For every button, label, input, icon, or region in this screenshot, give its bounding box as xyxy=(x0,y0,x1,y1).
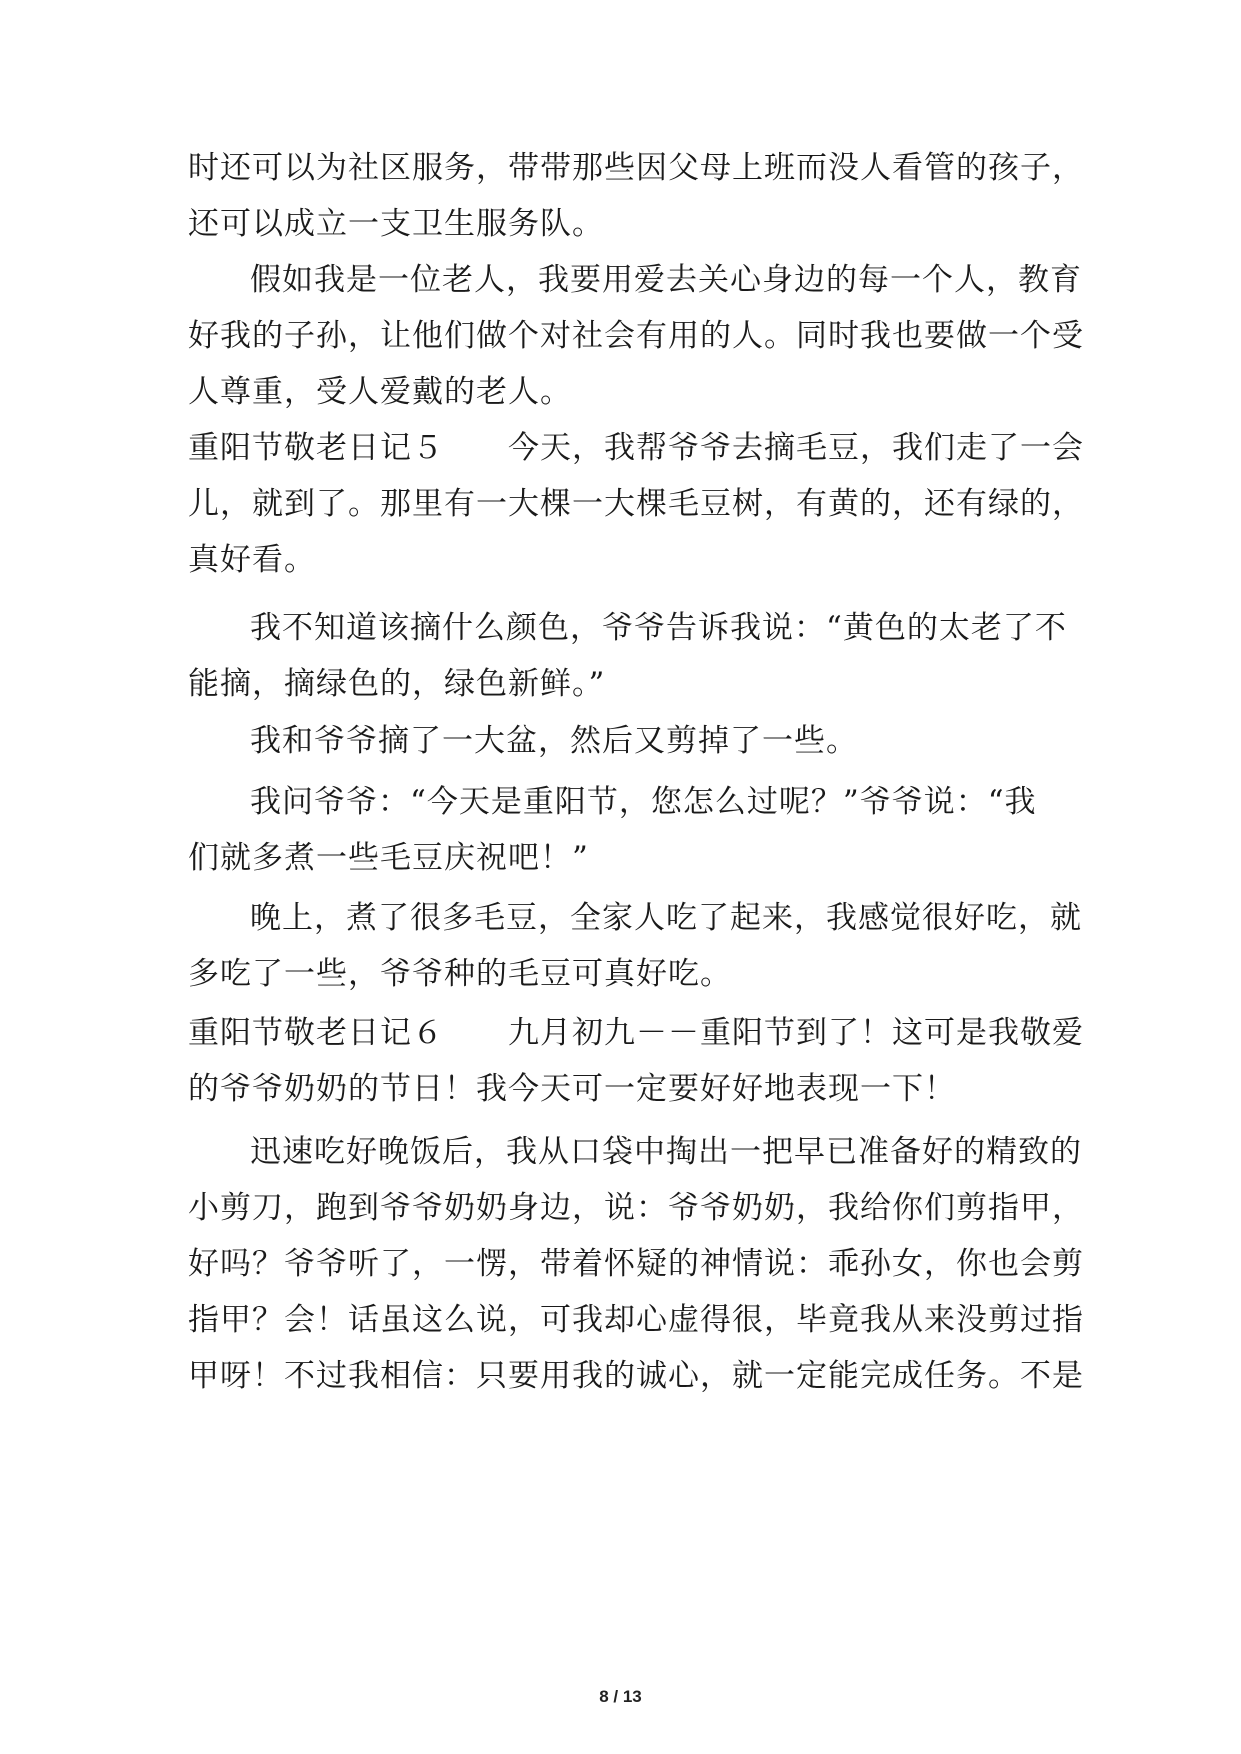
text-line: 能摘，摘绿色的，绿色新鲜。” xyxy=(188,666,606,702)
text-line: 儿，就到了。那里有一大棵一大棵毛豆树，有黄的，还有绿的， xyxy=(188,486,1084,522)
paragraph-first-line: 迅速吃好晚饭后，我从口袋中掏出一把早已准备好的精致的 xyxy=(250,1134,1082,1170)
text-line: 还可以成立一支卫生服务队。 xyxy=(188,206,604,242)
text-line: 人尊重，受人爱戴的老人。 xyxy=(188,374,572,410)
page-number: 8 / 13 xyxy=(599,1687,642,1706)
paragraph-first-line: 我不知道该摘什么颜色，爷爷告诉我说：“黄色的太老了不 xyxy=(250,610,1067,646)
diary-heading-line: 重阳节敬老日记６ 九月初九－－重阳节到了！这可是我敬爱 xyxy=(188,1015,1084,1051)
text-line: 的爷爷奶奶的节日！我今天可一定要好好地表现一下！ xyxy=(188,1071,956,1107)
text-line: 时还可以为社区服务，带带那些因父母上班而没人看管的孩子， xyxy=(188,150,1084,186)
paragraph-first-line: 假如我是一位老人，我要用爱去关心身边的每一个人，教育 xyxy=(250,262,1082,298)
text-line: 小剪刀，跑到爷爷奶奶身边，说：爷爷奶奶，我给你们剪指甲， xyxy=(188,1190,1084,1226)
paragraph-first-line: 晚上，煮了很多毛豆，全家人吃了起来，我感觉很好吃，就 xyxy=(250,900,1082,936)
text-line: 好吗？爷爷听了，一愣，带着怀疑的神情说：乖孙女，你也会剪 xyxy=(188,1246,1084,1282)
text-line: 真好看。 xyxy=(188,542,316,578)
text-line: 们就多煮一些毛豆庆祝吧！” xyxy=(188,840,589,876)
text-line: 多吃了一些，爷爷种的毛豆可真好吃。 xyxy=(188,956,732,992)
text-line: 好我的子孙，让他们做个对社会有用的人。同时我也要做一个受 xyxy=(188,318,1084,354)
text-line: 指甲？会！话虽这么说，可我却心虚得很，毕竟我从来没剪过指 xyxy=(188,1302,1084,1338)
paragraph-first-line: 我和爷爷摘了一大盆，然后又剪掉了一些。 xyxy=(250,723,858,759)
diary-heading-line: 重阳节敬老日记５ 今天，我帮爷爷去摘毛豆，我们走了一会 xyxy=(188,430,1084,466)
text-line: 甲呀！不过我相信：只要用我的诚心，就一定能完成任务。不是 xyxy=(188,1358,1084,1394)
paragraph-first-line: 我问爷爷：“今天是重阳节，您怎么过呢？”爷爷说：“我 xyxy=(250,784,1037,820)
